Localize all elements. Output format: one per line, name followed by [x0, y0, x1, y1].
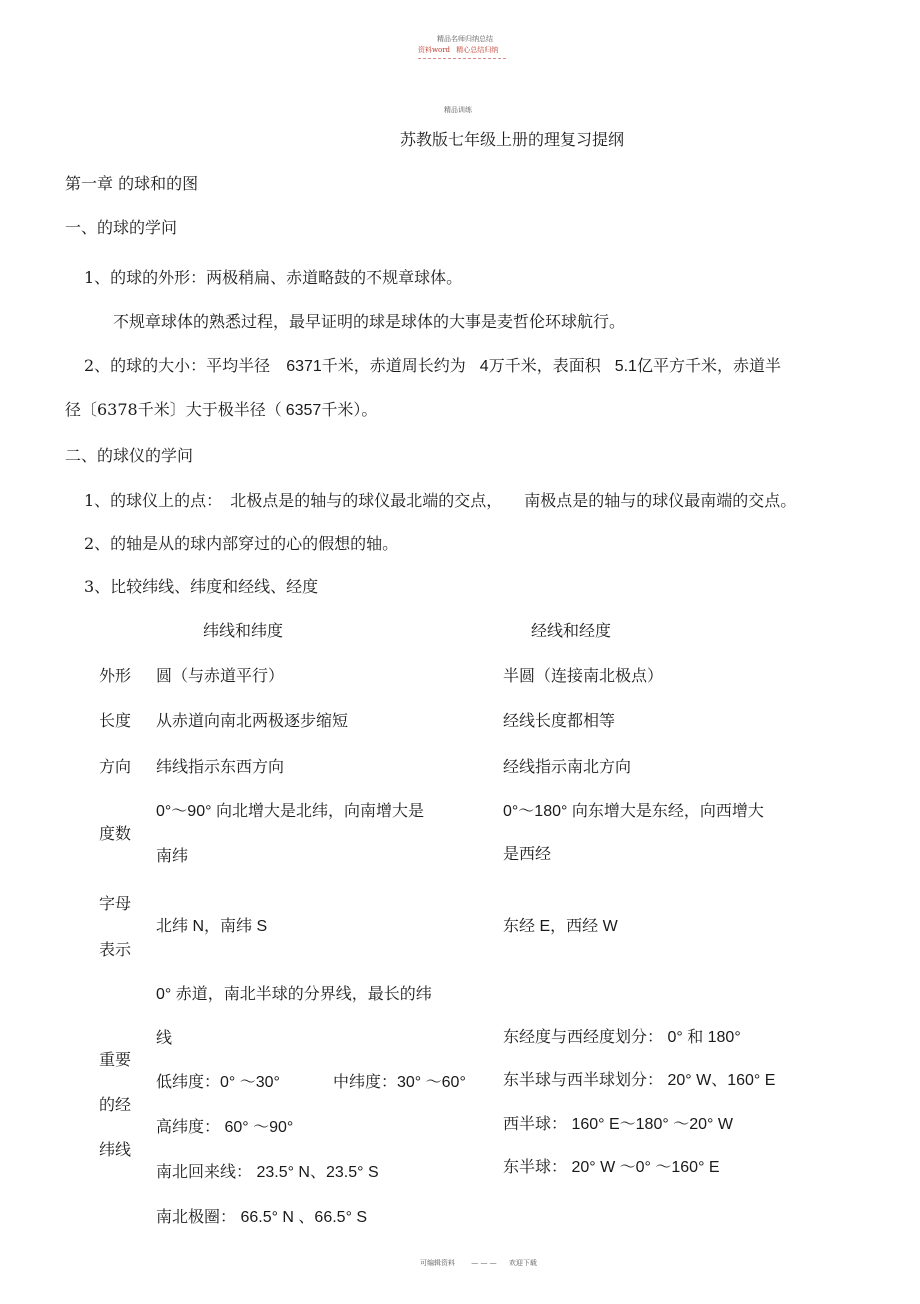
row-important-label3: 纬线 [99, 1140, 132, 1159]
row-shape-label: 外形 [99, 666, 132, 685]
important-high-latitude: 高纬度： 60° ～90° [156, 1119, 294, 1136]
row-degree-lon-line2: 是西经 [503, 844, 552, 863]
section2-item2: 2、的轴是从的球内部穿过的心的假想的轴。 [84, 534, 399, 553]
section1-item2 [84, 356, 781, 377]
row-shape-lon: 半圆（连接南北极点） [503, 666, 664, 685]
table-header-latitude: 纬线和纬度 [203, 621, 284, 640]
section2-heading: 二、的球仪的学问 [65, 446, 194, 465]
header-word-label: 资料word [418, 46, 451, 54]
header-line2 [418, 46, 498, 55]
row-degree-lat-line1: 0°～90° 向北增大是北纬，向南增大是 [156, 803, 424, 820]
chapter-heading: 第一章 的球和的图 [65, 174, 199, 193]
row-letters-lat: 北纬 N，南纬 S [156, 918, 268, 935]
item2-part-f: 6357千米）。 [285, 402, 378, 419]
footer-left: 可编辑资料 [420, 1259, 455, 1267]
row-letters-label1: 字母 [99, 894, 132, 913]
important-lon-line3: 西半球： 160° E～180° ～20° W [503, 1116, 733, 1133]
important-low-latitude: 低纬度：0° ～30° [156, 1074, 280, 1091]
training-label: 精品训练 [444, 106, 472, 114]
section1-item1-sub: 不规章球体的熟悉过程，最早证明的球是球体的大事是麦哲伦环球航行。 [113, 312, 626, 331]
item2-part-d: 5.1亿平方千米，赤道半 [614, 358, 781, 375]
important-lat-line2: 线 [156, 1028, 173, 1047]
footer [420, 1259, 537, 1268]
section2-item3: 3、比较纬线、纬度和经线、经度 [84, 577, 319, 596]
row-letters-lon: 东经 E，西经 W [503, 918, 618, 935]
row-important-label1: 重要 [99, 1050, 132, 1069]
north-pole-text: 北极点是的轴与的球仪最北端的交点， [230, 491, 503, 510]
item2-part-a: 2、的球的大小：平均半径 [84, 356, 271, 375]
important-lon-line1: 东经度与西经度划分： 0° 和 180° [503, 1029, 741, 1046]
globe-points-label: 1、的球仪上的点： [84, 491, 223, 510]
table-header-longitude: 经线和经度 [531, 621, 612, 640]
header-divider [418, 58, 506, 59]
row-letters-label2: 表示 [99, 940, 132, 959]
section1-heading: 一、的球的学问 [65, 218, 178, 237]
footer-dashes: — — — [471, 1259, 497, 1267]
footer-right: 欢迎下载 [508, 1259, 537, 1267]
row-degree-label: 度数 [99, 824, 132, 843]
important-tropics: 南北回来线： 23.5° N、23.5° S [156, 1164, 379, 1181]
section1-item1: 1、的球的外形：两极稍扁、赤道略鼓的不规章球体。 [84, 268, 463, 287]
item2-part-c: 4万千米，表面积 [479, 358, 601, 375]
row-shape-lat: 圆（与赤道平行） [156, 666, 285, 685]
doc-title: 苏教版七年级上册的理复习提纲 [400, 130, 625, 149]
important-mid-latitude: 中纬度：30° ～60° [333, 1074, 466, 1091]
section2-item1 [84, 491, 796, 511]
important-lon-line2: 东半球与西半球划分： 20° W、160° E [503, 1072, 776, 1089]
row-important-label2: 的经 [99, 1095, 132, 1114]
row-degree-lon-line1: 0°～180° 向东增大是东经，向西增大 [503, 803, 764, 820]
item2-part-e: 径〔6378千米〕大于极半径（ [65, 400, 282, 419]
important-lat-line1: 0° 赤道，南北半球的分界线，最长的纬 [156, 986, 432, 1003]
row-direction-lon: 经线指示南北方向 [503, 757, 632, 776]
row-direction-lat: 纬线指示东西方向 [156, 757, 285, 776]
south-pole-text: 南极点是的轴与的球仪最南端的交点。 [524, 491, 797, 510]
section1-item2-cont [65, 400, 377, 421]
row-length-lon: 经线长度都相等 [503, 711, 616, 730]
row-degree-lat-line2: 南纬 [156, 846, 189, 865]
row-length-lat: 从赤道向南北两极逐步缩短 [156, 711, 349, 730]
important-polar-circles: 南北极圈： 66.5° N 、66.5° S [156, 1209, 368, 1226]
row-direction-label: 方向 [99, 757, 132, 776]
header-summary-label: 精心总结归纳 [456, 46, 499, 54]
important-lon-line4: 东半球： 20° W ～0° ～160° E [503, 1159, 720, 1176]
header-line1: 精品名师归纳总结 [437, 35, 493, 43]
item2-part-b: 6371千米，赤道周长约为 [286, 358, 466, 375]
row-length-label: 长度 [99, 711, 132, 730]
